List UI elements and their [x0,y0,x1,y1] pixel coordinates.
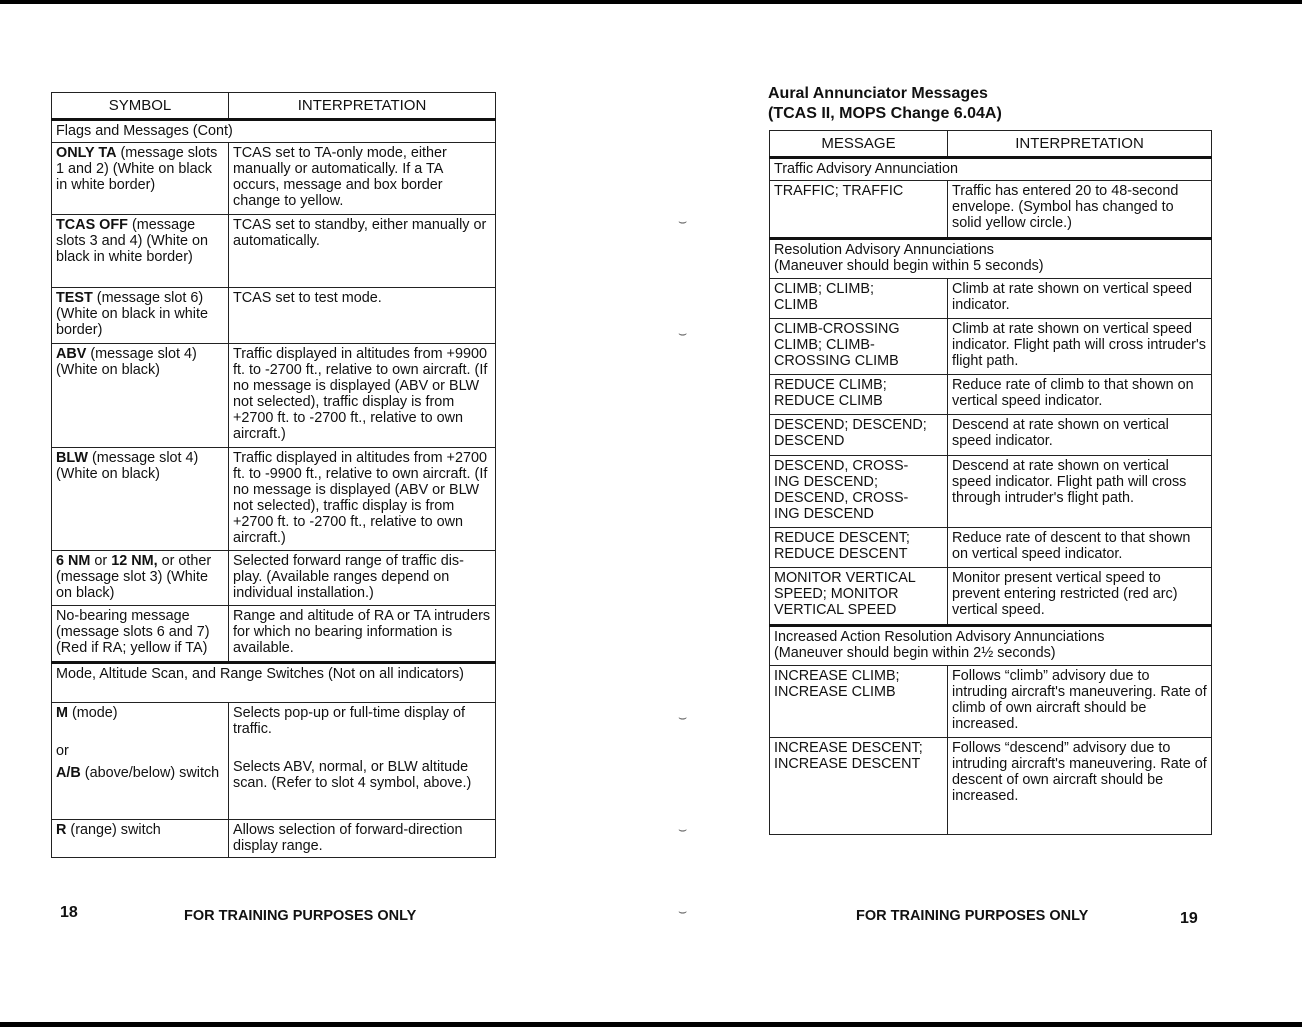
interpretation-cell: Reduce rate of climb to that shown on vertical speed indicator. [948,375,1212,415]
message-cell: REDUCE DESCENT; REDUCE DESCENT [770,528,948,568]
symbol-cell: R (range) switch [52,820,229,858]
interpretation-cell: TCAS set to standby, either manually or automatically. [229,215,496,288]
interpretation-cell: Range and altitude of RA or TA intruders for which no bearing information is available. [229,606,496,663]
interpretation-cell: Traffic displayed in altitudes from +9900 ft. to -2700 ft., relative to own aircraft. (If no message is displayed (ABV or BLW not selected), traffic display is from +2700 ft. to -2700 ft., relative to own aircraft.) [229,344,496,448]
message-cell: TRAFFIC; TRAFFIC [770,181,948,239]
table-row [52,703,496,820]
symbol-cell: ONLY TA (message slots 1 and 2) (White on black in white border) [52,143,229,215]
message-cell: REDUCE CLIMB; REDUCE CLIMB [770,375,948,415]
symbol-interpretation-table [51,92,496,858]
interpretation-cell: Reduce rate of descent to that shown on vertical speed indicator. [948,528,1212,568]
symbol-cell: TCAS OFF (message slots 3 and 4) (White on black in white border) [52,215,229,288]
table-row [52,448,496,551]
symbol-cell: M (mode) or A/B (above/below) switch [52,703,229,820]
message-cell: CLIMB-CROSSING CLIMB; CLIMB- CROSSING CLIMB [770,319,948,375]
interpretation-cell: Descend at rate shown on vertical speed indicator. [948,415,1212,456]
scan-artifact: ⌣ [678,213,688,229]
message-cell: INCREASE DESCENT; INCREASE DESCENT [770,738,948,835]
interpretation-cell: Selects pop-up or full-time display of traffic. Selects ABV, normal, or BLW altitude scan. (Refer to slot 4 symbol, above.) [229,703,496,820]
message-cell: CLIMB; CLIMB; CLIMB [770,279,948,319]
message-cell: INCREASE CLIMB; INCREASE CLIMB [770,666,948,738]
table-row [770,738,1212,835]
table-row [52,288,496,344]
table-row [52,551,496,606]
interpretation-cell: Monitor present vertical speed to prevent entering restricted (red arc) vertical speed. [948,568,1212,626]
interpretation-cell: Allows selection of forward-direction display range. [229,820,496,858]
interpretation-cell: Climb at rate shown on vertical speed indicator. Flight path will cross intruder's flight path. [948,319,1212,375]
scan-artifact: ⌣ [678,903,688,919]
table-row [770,568,1212,626]
scan-artifact: ⌣ [678,821,688,837]
interpretation-cell: Traffic displayed in altitudes from +2700 ft. to -9900 ft., relative to own aircraft. (If no message is displayed (ABV or BLW not selected), traffic display is from +2700 ft. to -2700 ft., relative to own aircraft.) [229,448,496,551]
page-title: Aural Annunciator Messages (TCAS II, MOPS Change 6.04A) [768,85,1002,122]
interpretation-cell: Follows “climb” advisory due to intruding aircraft's maneuvering. Rate of climb of own aircraft should be increased. [948,666,1212,738]
column-header-interpretation: INTERPRETATION [229,93,496,120]
table-row [52,215,496,288]
scan-edge-top [0,0,1302,4]
table-row [52,820,496,858]
scan-artifact: ⌣ [678,709,688,725]
section-title-increased-action: Increased Action Resolution Advisory Annunciations (Maneuver should begin within 2½ seconds) [770,626,1212,666]
message-cell: MONITOR VERTICAL SPEED; MONITOR VERTICAL SPEED [770,568,948,626]
table-row [770,456,1212,528]
symbol-cell: BLW (message slot 4) (White on black) [52,448,229,551]
interpretation-cell: Follows “descend” advisory due to intruding aircraft's maneuvering. Rate of descent of own aircraft should be increased. [948,738,1212,835]
symbol-cell: TEST (message slot 6) (White on black in white border) [52,288,229,344]
interpretation-cell: Descend at rate shown on vertical speed indicator. Flight path will cross through intruder's flight path. [948,456,1212,528]
section-title-resolution: Resolution Advisory Annunciations (Maneuver should begin within 5 seconds) [770,239,1212,279]
section-title-switches: Mode, Altitude Scan, and Range Switches (Not on all indicators) [52,663,496,703]
symbol-cell: No-bearing message (message slots 6 and 7) (Red if RA; yellow if TA) [52,606,229,663]
message-cell: DESCEND; DESCEND; DESCEND [770,415,948,456]
footer-right: FOR TRAINING PURPOSES ONLY [856,908,1089,924]
table-row [52,143,496,215]
table-row [52,344,496,448]
table-row [770,279,1212,319]
symbol-cell: ABV (message slot 4) (White on black) [52,344,229,448]
column-header-symbol: SYMBOL [52,93,229,120]
message-cell: DESCEND, CROSS- ING DESCEND; DESCEND, CROSS- ING DESCEND [770,456,948,528]
table-row [770,528,1212,568]
section-title-flags: Flags and Messages (Cont) [52,120,496,143]
table-row [770,319,1212,375]
column-header-interpretation: INTERPRETATION [948,131,1212,158]
scan-artifact: ⌣ [678,325,688,341]
footer-left: FOR TRAINING PURPOSES ONLY [184,908,417,924]
interpretation-cell: TCAS set to test mode. [229,288,496,344]
table-row [770,375,1212,415]
symbol-cell: 6 NM or 12 NM, or other (message slot 3) (White on black) [52,551,229,606]
interpretation-cell: Traffic has entered 20 to 48-second envelope. (Symbol has changed to solid yellow circle.) [948,181,1212,239]
interpretation-cell: Selected forward range of traffic dis- play. (Available ranges depend on individual installation.) [229,551,496,606]
table-row [770,181,1212,239]
table-row [770,666,1212,738]
column-header-message: MESSAGE [770,131,948,158]
table-row [770,415,1212,456]
section-title-traffic: Traffic Advisory Annunciation [770,158,1212,181]
page-number-right: 19 [1180,910,1198,927]
interpretation-cell: Climb at rate shown on vertical speed indicator. [948,279,1212,319]
interpretation-cell: TCAS set to TA-only mode, either manually or automatically. If a TA occurs, message and box border change to yellow. [229,143,496,215]
table-row [52,606,496,663]
aural-messages-table [769,130,1212,835]
page-number-left: 18 [60,904,78,921]
scan-edge-bottom [0,1022,1302,1027]
